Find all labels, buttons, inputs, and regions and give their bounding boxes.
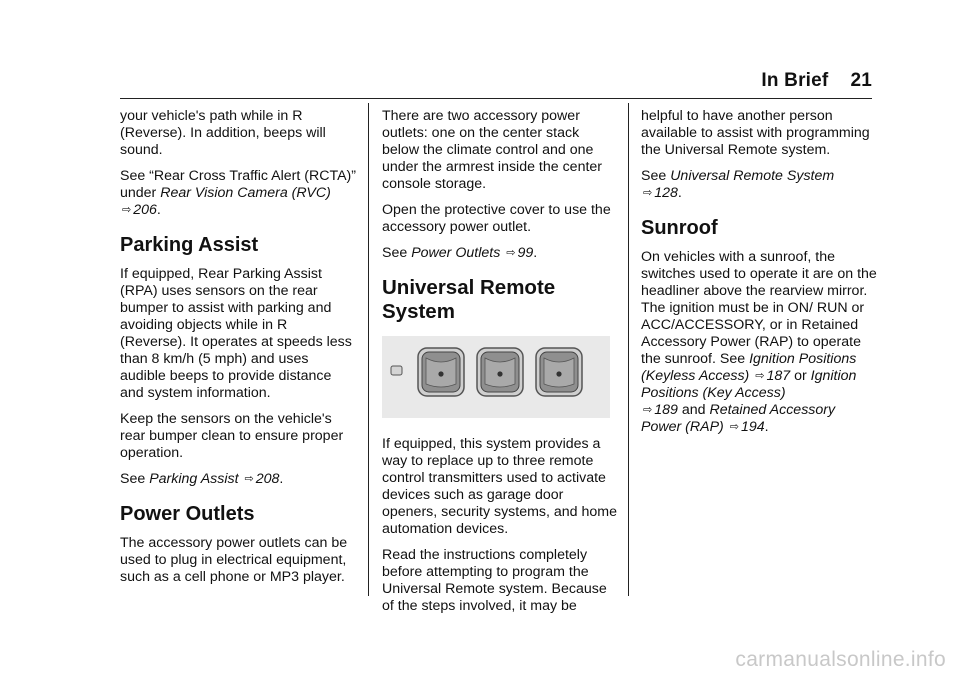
paragraph: Open the protective cover to use the accessory power outlet. (382, 202, 611, 235)
text: and (677, 402, 710, 418)
header-rule (120, 98, 872, 99)
page-ref-arrow-icon: ⇨ (244, 473, 254, 485)
column-3 (641, 108, 877, 445)
cross-reference-link[interactable]: Universal Remote System (670, 168, 835, 184)
cross-reference-link[interactable]: Retained Accessory Power (RAP) (641, 402, 836, 435)
paragraph (641, 249, 877, 436)
paragraph: helpful to have another person available to assist with programming the Universal Remote system. (641, 108, 870, 158)
page-number: 21 (850, 70, 872, 91)
page-ref-number[interactable]: 206 (133, 202, 157, 218)
page-ref-arrow-icon: ⇨ (643, 404, 653, 416)
paragraph: If equipped, this system provides a way to replace up to three remote control transmitters used to activate devices such as garage door openers, security systems, and home automation devices. (382, 436, 617, 537)
page-ref-arrow-icon: ⇨ (643, 187, 653, 199)
text: On vehicles with a sunroof, the switches used to operate it are on the headliner above the rearview mirror. The ignition must be in ON/ RUN or ACC/ACCESSORY, or in Retained Accessory Power (RAP) to operate the sunroof. See (641, 249, 877, 367)
heading-universal-remote: Universal Remote System (382, 276, 556, 323)
paragraph: See “Rear Cross Traffic Alert (RCTA)” under Rear Vision Camera (RVC) ⇨ 206. (120, 168, 356, 218)
page-ref-number[interactable]: 187 (766, 368, 791, 384)
paragraph: your vehicle's path while in R (Reverse). In addition, beeps will sound. (120, 108, 326, 158)
page-ref-arrow-icon: ⇨ (506, 247, 516, 259)
column-divider-1 (368, 103, 369, 596)
paragraph: There are two accessory power outlets: one on the center stack below the climate control and one under the armrest inside the center console storage. (382, 108, 603, 192)
paragraph: See Universal Remote System ⇨ 128. (641, 168, 835, 201)
text: See (382, 245, 412, 261)
text: . (764, 419, 769, 435)
paragraph: If equipped, Rear Parking Assist (RPA) uses sensors on the rear bumper to assist with parking and avoiding objects while in R (Reverse). It operates at speeds less than 8 km/h (5 mph) and uses audible beeps to provide distance and system information. (120, 266, 352, 401)
paragraph: Read the instructions completely before attempting to program the Universal Remote system. Because of the steps involved, it may be (382, 547, 607, 614)
page-ref-arrow-icon: ⇨ (729, 421, 739, 433)
paragraph: See Parking Assist ⇨ 208. (120, 471, 284, 487)
text: See (641, 168, 671, 184)
cross-reference-link[interactable]: Rear Vision Camera (RVC) (160, 185, 331, 201)
page-ref-arrow-icon: ⇨ (122, 204, 132, 216)
watermark: carmanualsonline.info (735, 648, 946, 671)
column-2 (382, 108, 618, 624)
text: See “Rear Cross Traffic Alert (RCTA)” under (120, 168, 356, 201)
paragraph: The accessory power outlets can be used to plug in electrical equipment, such as a cell phone or MP3 player. (120, 535, 348, 585)
heading-power-outlets: Power Outlets (120, 503, 255, 525)
text: or (790, 368, 811, 384)
column-1 (120, 108, 356, 595)
page-ref-arrow-icon: ⇨ (755, 370, 765, 382)
page-ref-number[interactable]: 208 (255, 471, 280, 487)
page-ref-number[interactable]: 189 (654, 402, 678, 418)
paragraph: See Power Outlets ⇨ 99. (382, 245, 538, 261)
text: See (120, 471, 150, 487)
running-header (761, 70, 872, 92)
page-ref-number[interactable]: 194 (740, 419, 765, 435)
page-ref-number[interactable]: 128 (654, 185, 678, 201)
cross-reference-link[interactable]: Parking Assist (149, 471, 239, 487)
paragraph: Keep the sensors on the vehicle's rear bumper clean to ensure proper operation. (120, 411, 344, 461)
remote-buttons-icon (382, 336, 610, 418)
heading-parking-assist: Parking Assist (120, 234, 259, 256)
section-title: In Brief (761, 70, 829, 91)
cross-reference-link[interactable]: Ignition Positions (Key Access) (641, 368, 857, 401)
cross-reference-link[interactable]: Ignition Positions (Keyless Access) (641, 351, 857, 384)
cross-reference-link[interactable]: Power Outlets (411, 245, 501, 261)
column-divider-2 (628, 103, 629, 596)
page-ref-number[interactable]: 99 (517, 245, 534, 261)
universal-remote-buttons-illustration (382, 336, 610, 418)
heading-sunroof: Sunroof (641, 217, 718, 239)
